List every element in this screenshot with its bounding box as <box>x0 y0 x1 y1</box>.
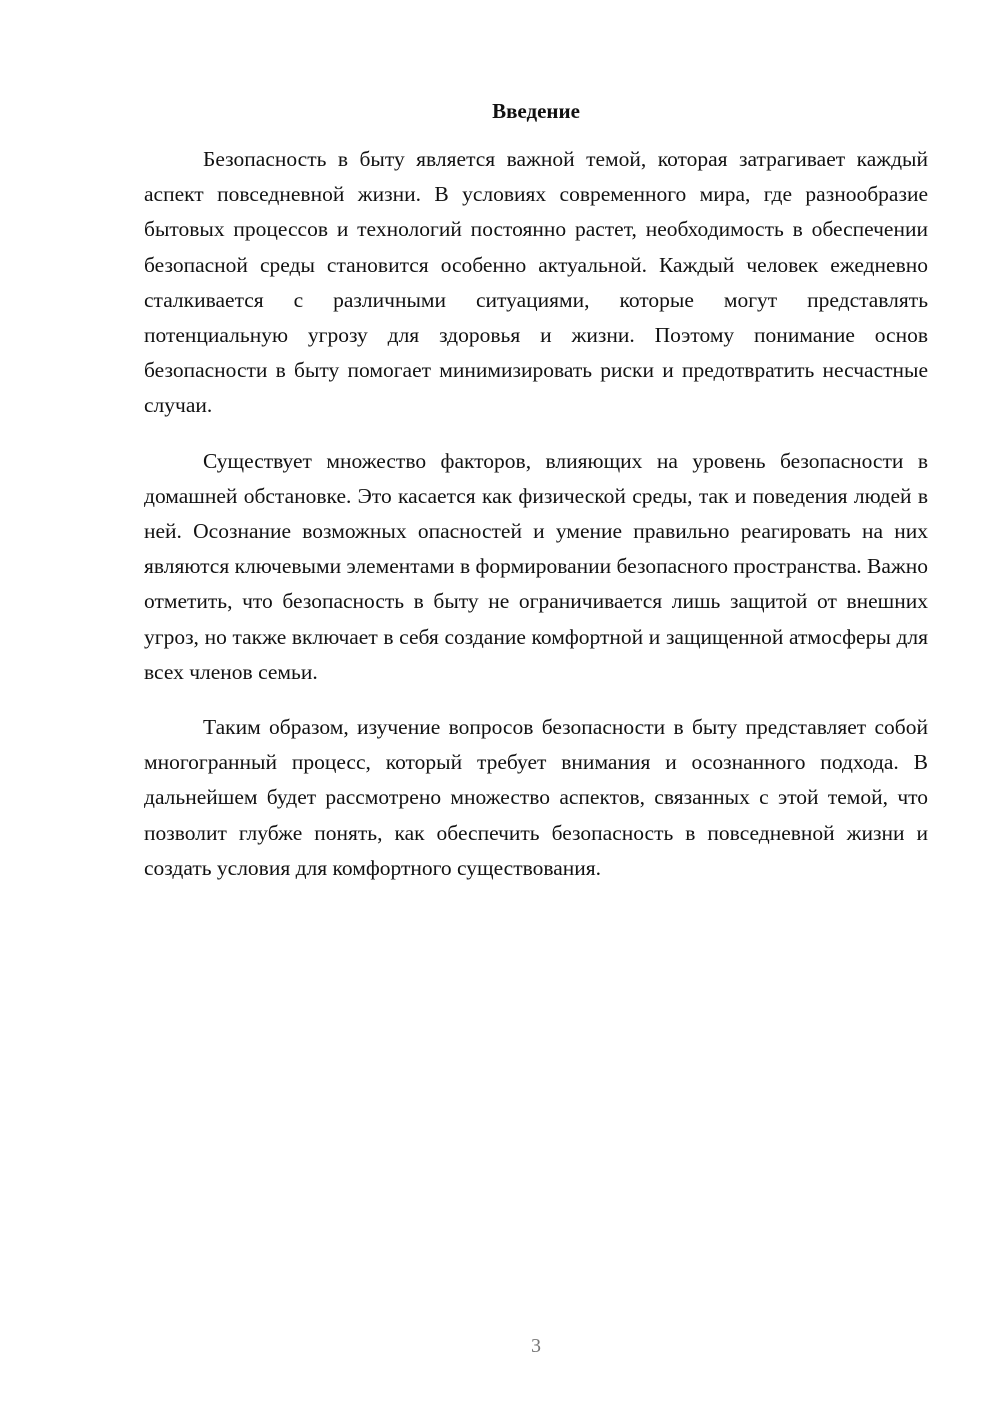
paragraph-3: Таким образом, изучение вопросов безопасности в быту представляет собой многогранный процесс, который требует внимания и осознанного подхода. В дальнейшем будет рассмотрено множество аспектов, связанных с этой темой, что позволит глубже понять, как обеспечить безопасность в повседневной жизни и создать условия для комфортного существования. <box>144 715 928 880</box>
body-text <box>144 142 928 906</box>
paragraph-1: Безопасность в быту является важной темой, которая затрагивает каждый аспект повседневной жизни. В условиях современного мира, где разнообразие бытовых процессов и технологий постоянно растет, необходимость в обеспечении безопасной среды становится особенно актуальной. Каждый человек ежедневно сталкивается с различными ситуациями, которые могут представлять потенциальную угрозу для здоровья и жизни. Поэтому понимание основ безопасности в быту помогает минимизировать риски и предотвратить несчастные случаи. <box>144 147 928 418</box>
paragraph-2: Существует множество факторов, влияющих на уровень безопасности в домашней обстановке. Это касается как физической среды, так и поведения людей в ней. Осознание возможных опасностей и умение правильно реагировать на них являются ключевыми элементами в формировании безопасного пространства. Важно отметить, что безопасность в быту не ограничивается лишь защитой от внешних угроз, но также включает в себя создание комфортной и защищенной атмосферы для всех членов семьи. <box>144 448 928 684</box>
page-number: 3 <box>531 1335 541 1357</box>
section-title: Введение <box>492 99 580 123</box>
